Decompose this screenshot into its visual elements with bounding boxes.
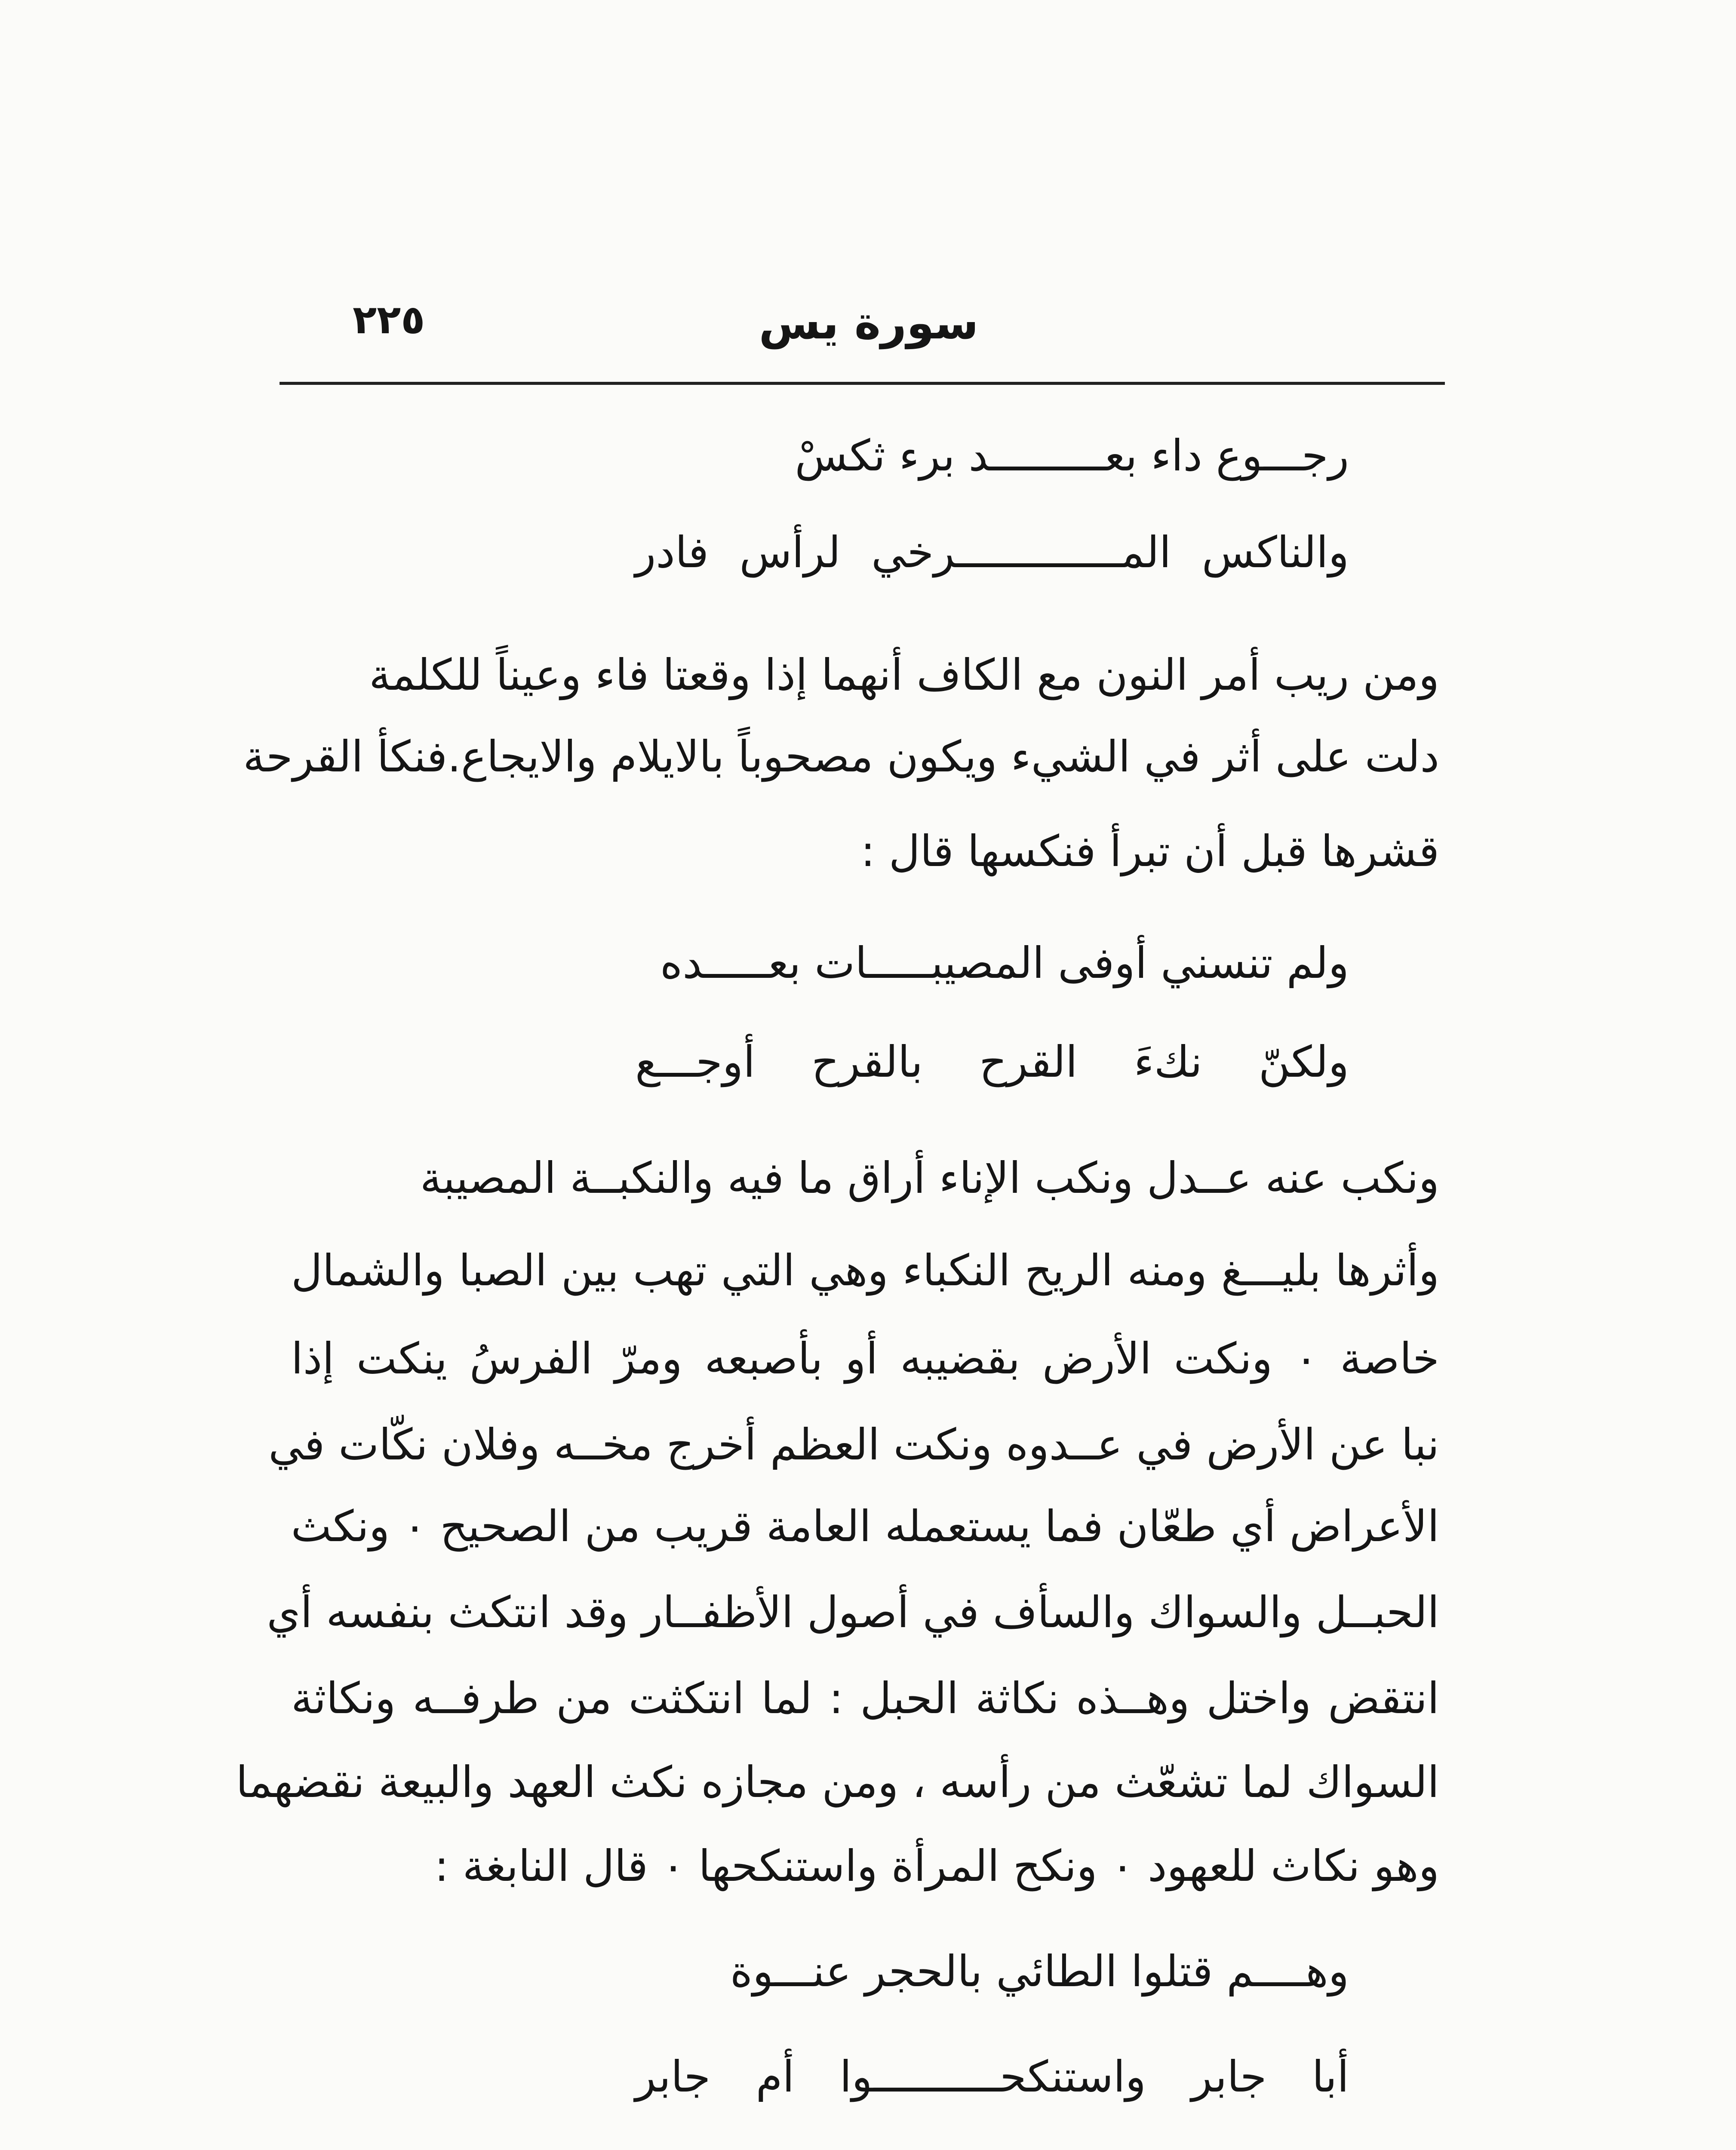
running-title: سورة يس	[759, 297, 979, 349]
paragraph-line: ونكب عنه عــدل ونكب الإناء أراق ما فيه والنكبــة المصيبة	[420, 1153, 1439, 1203]
paragraph-line: نبا عن الأرض في عــدوه ونكت العظم أخرج مخــه وفلان نكّات في	[268, 1419, 1439, 1470]
verse-line: رجـــوع داء بعـــــــــد برء ثكسْ	[795, 430, 1349, 481]
paragraph-line: الحبــل والسواك والسأف في أصول الأظفــار وقد انتكث بنفسه أي	[267, 1587, 1439, 1637]
verse-line: أبا جابر واستنكحــــــــــوا أم جابر	[635, 2052, 1349, 2102]
verse-line: ولم تنسني أوفى المصيبـــــات بعـــــده	[660, 938, 1349, 988]
paragraph-line: الأعراض أي طعّان فما يستعمله العامة قريب من الصحيح ٠ ونكث	[291, 1501, 1439, 1551]
verse-line: ولكنّ نكءَ القرح بالقرح أوجـــع	[635, 1037, 1349, 1087]
verse-line: والناكس المـــــــــــــرخي لرأس فادر	[635, 527, 1349, 577]
paragraph-line: ومن ريب أمر النون مع الكاف أنهما إذا وقعتا فاء وعيناً للكلمة	[369, 650, 1439, 700]
page-header	[280, 280, 1445, 366]
paragraph-line: دلت على أثر في الشيء ويكون مصحوباً بالايلام والايجاع.فنكأ القرحة	[243, 731, 1439, 782]
paragraph-line: وهو نكاث للعهود ٠ ونكح المرأة واستنكحها ٠ قال النابغة :	[434, 1841, 1439, 1891]
paragraph-line: وأثرها بليـــغ ومنه الريح النكباء وهي التي تهب بين الصبا والشمال	[291, 1245, 1439, 1296]
page-number: ٢٢٥	[353, 297, 425, 343]
header-rule	[280, 382, 1445, 385]
paragraph-line: انتقض واختل وهــذه نكاثة الحبل : لما انتكثت من طرفــه ونكاثة	[291, 1673, 1439, 1723]
verse-line: وهــــم قتلوا الطائي بالحجر عنـــوة	[730, 1946, 1349, 1996]
paragraph-line: قشرها قبل أن تبرأ فنكسها قال :	[860, 826, 1439, 876]
paragraph-line: السواك لما تشعّث من رأسه ، ومن مجازه نكث العهد والبيعة نقضهما	[236, 1757, 1439, 1807]
paragraph-line: خاصة ٠ ونكت الأرض بقضيبه أو بأصبعه ومرّ الفرسُ ينكت إذا	[291, 1333, 1439, 1384]
